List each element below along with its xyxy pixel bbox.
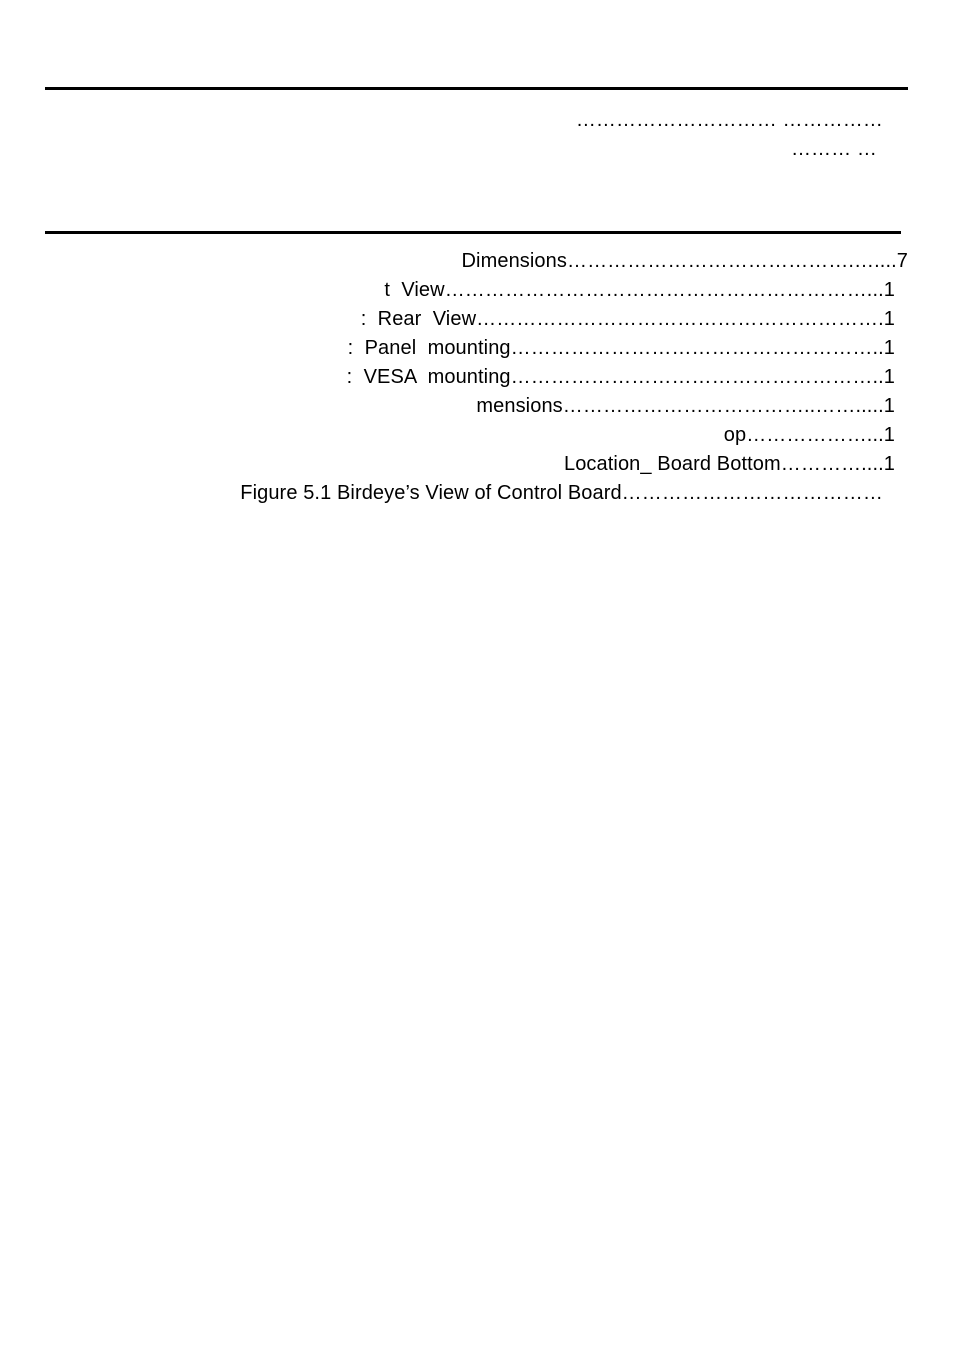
figure-entry[interactable]: Location_ Board Bottom…………....1	[563, 453, 895, 475]
figure-entry[interactable]: : VESA mounting………………………………………………..1	[346, 366, 895, 388]
figure-entry[interactable]: Dimensions…………………………………….…....7	[461, 250, 908, 272]
figure-entry[interactable]: mensions………………………………..…….....1	[476, 395, 895, 417]
section-divider-top	[45, 87, 908, 90]
figure-entry[interactable]: Figure 5.1 Birdeye’s View of Control Board…………………………………	[240, 482, 883, 504]
figure-entry[interactable]: op………………...1	[723, 424, 895, 446]
figure-entry[interactable]: : Panel mounting………………………………………………..1	[347, 337, 895, 359]
figure-entry[interactable]: t View………………………………………………………...1	[384, 279, 895, 301]
section-divider-figures	[45, 231, 901, 234]
toc-entry-fragment: ……… …	[790, 138, 877, 160]
figure-entry[interactable]: : Rear View…………………………………………………….1	[360, 308, 895, 330]
toc-entry-fragment: ………………………… ……………	[575, 109, 883, 131]
